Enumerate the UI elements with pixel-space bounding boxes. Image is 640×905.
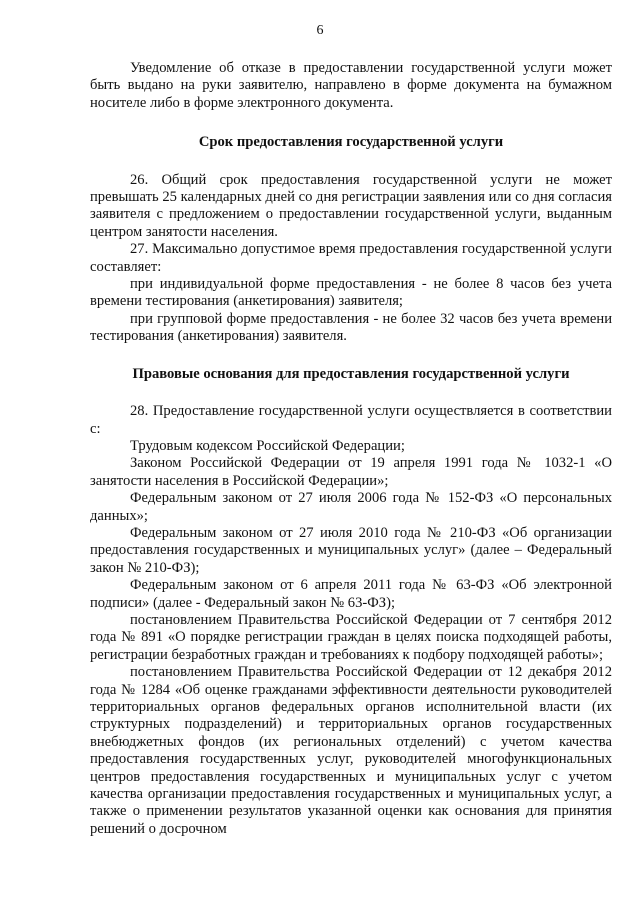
legal-basis-item: Трудовым кодексом Российской Федерации; <box>130 437 405 454</box>
section-heading-term: Срок предоставления государственной услуги <box>198 134 504 151</box>
section-heading-legal-basis: Правовые основания для предоставления государственной услуги <box>132 365 570 382</box>
document-body <box>90 60 612 838</box>
legal-basis-item: Законом Российской Федерации от 19 апреля 1991 года № 1032-1 «О занятости населения в Российской Федерации»; <box>90 455 612 489</box>
paragraph-27-individual: при индивидуальной форме предоставления - не более 8 часов без учета времени тестирования (анкетирования) заявителя; <box>90 276 612 310</box>
page-number: 6 <box>316 23 324 38</box>
legal-basis-item: Федеральным законом от 6 апреля 2011 года № 63-ФЗ «Об электронной подписи» (далее - Федеральный закон № 63-ФЗ); <box>90 577 612 611</box>
paragraph-28: 28. Предоставление государственной услуги осуществляется в соответствии с: <box>90 403 612 437</box>
legal-basis-item: постановлением Правительства Российской Федерации от 12 декабря 2012 года № 1284 «Об оценке гражданами эффективности деятельности руководителей территориальных органов федеральных органов исполнительной власти (их структурных подразделений) и территориальных органов государственных внебюджетных фондов (их региональных отделений) с учетом качества предоставления государственных услуг, руководителей многофункциональных центров предоставления государственных и муниципальных услуг с учетом качества организации предоставления государственных и муниципальных услуг, а также о применении результатов указанной оценки как основания для принятия решений о досрочном <box>90 664 612 837</box>
intro-paragraph: Уведомление об отказе в предоставлении государственной услуги может быть выдано на руки заявителю, направлено в форме документа на бумажном носителе либо в форме электронного документа. <box>90 60 612 111</box>
legal-basis-item: постановлением Правительства Российской Федерации от 7 сентября 2012 года № 891 «О порядке регистрации граждан в целях поиска подходящей работы, регистрации безработных граждан и требованиях к подбору подходящей работы»; <box>90 611 612 663</box>
paragraph-26: 26. Общий срок предоставления государственной услуги не может превышать 25 календарных дней со дня регистрации заявления или со дня согласия заявителя с предложением о предоставлении государственной услуги, выданным центром занятости населения. <box>90 171 612 240</box>
paragraph-27-group: при групповой форме предоставления - не более 32 часов без учета времени тестирования (анкетирования) заявителя. <box>90 310 612 345</box>
legal-basis-item: Федеральным законом от 27 июля 2006 года № 152-ФЗ «О персональных данных»; <box>90 490 612 524</box>
legal-basis-item: Федеральным законом от 27 июля 2010 года № 210-ФЗ «Об организации предоставления государственных и муниципальных услуг» (далее – Федеральный закон № 210-ФЗ); <box>90 524 612 576</box>
paragraph-27: 27. Максимально допустимое время предоставления государственной услуги составляет: <box>90 241 612 275</box>
